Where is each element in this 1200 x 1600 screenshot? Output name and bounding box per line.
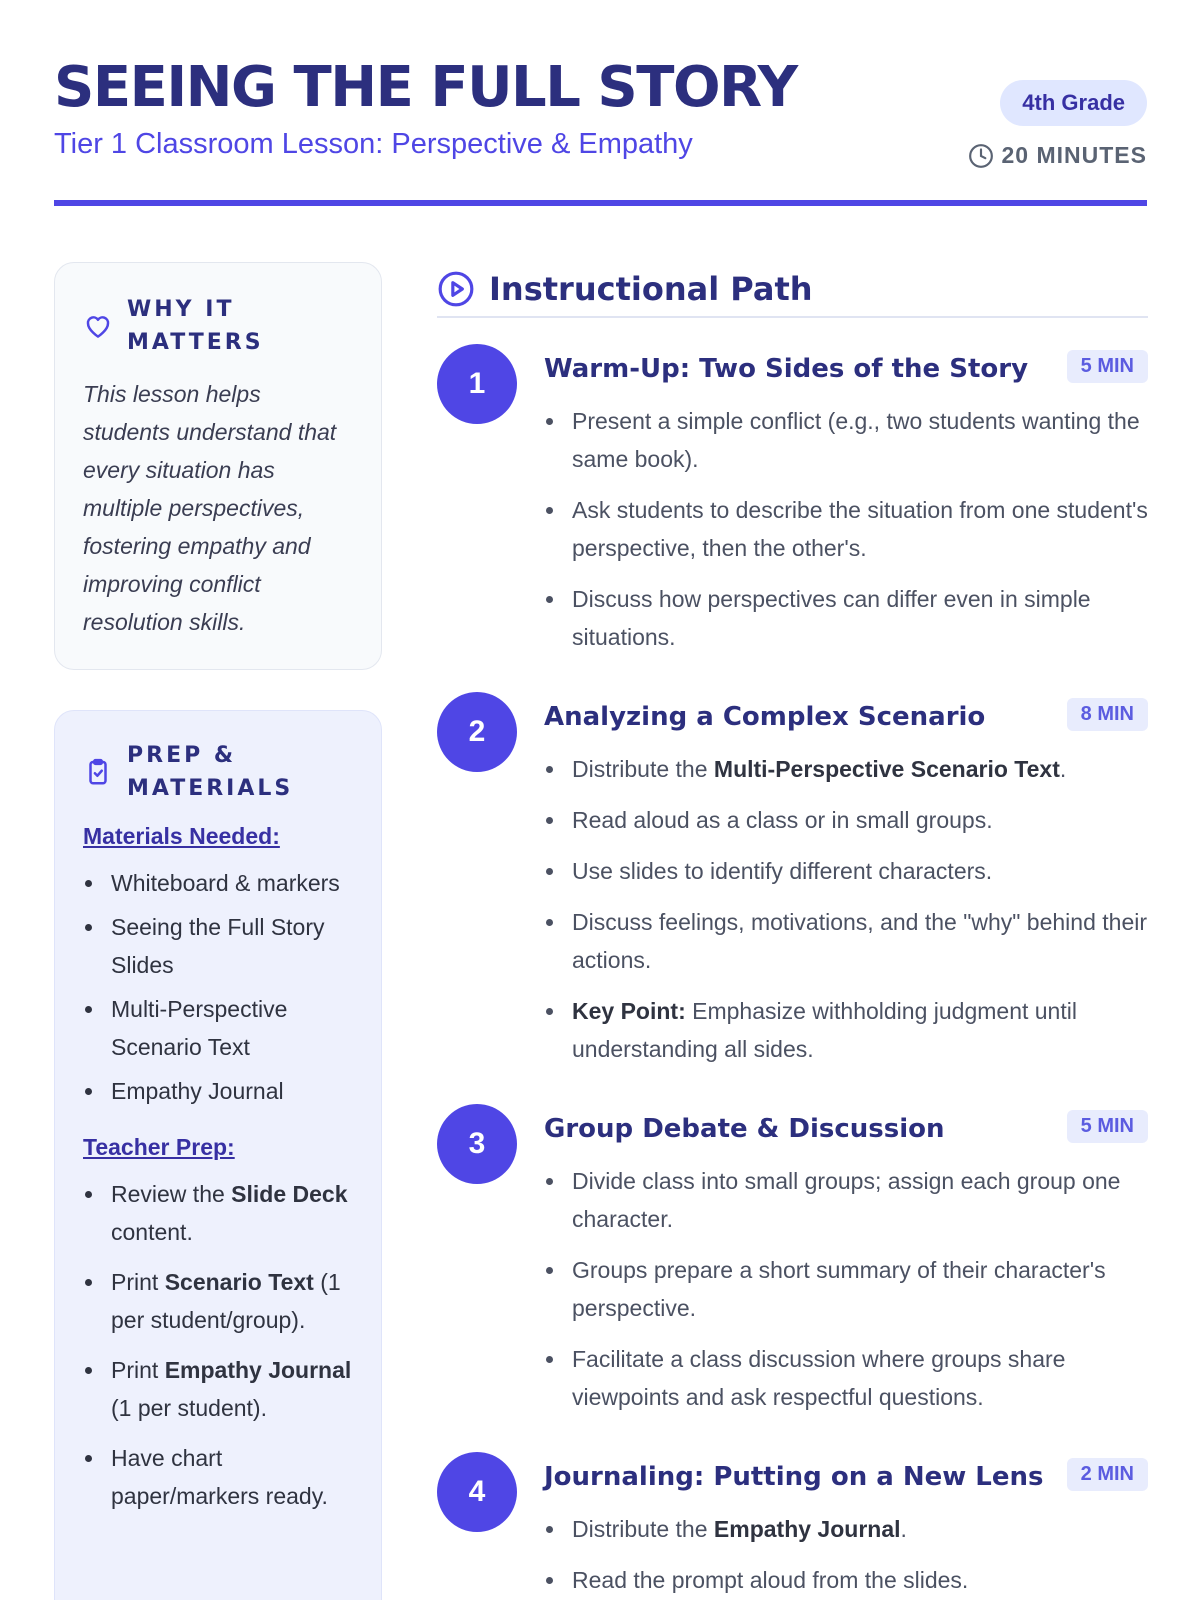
step-number: 2	[437, 692, 517, 772]
step-title: Journaling: Putting on a New Lens	[544, 1462, 1044, 1492]
step-number: 4	[437, 1452, 517, 1532]
teacher-prep-list	[83, 1175, 353, 1515]
step-number: 1	[437, 344, 517, 424]
materials-list	[83, 864, 353, 1110]
clock-icon	[968, 143, 994, 169]
step-list	[544, 1510, 1148, 1600]
duration-text: 20 MINUTES	[1001, 142, 1147, 168]
step-title: Warm-Up: Two Sides of the Story	[544, 354, 1029, 384]
item-text: .	[1059, 756, 1067, 782]
step-title: Group Debate & Discussion	[544, 1114, 945, 1144]
list-item: Whiteboard & markers	[83, 864, 353, 902]
item-emphasis: Empathy Journal	[164, 1357, 352, 1383]
heart-icon	[83, 311, 113, 341]
why-it-matters-card	[54, 262, 382, 670]
item-text: Discuss feelings, motivations, and the "why" behind their actions.	[572, 909, 1148, 973]
item-text: Distribute the	[572, 1516, 714, 1542]
grade-badge: 4th Grade	[1000, 80, 1147, 126]
list-item	[83, 1175, 353, 1251]
header-divider	[54, 200, 1147, 206]
step-duration-badge: 8 MIN	[1067, 698, 1148, 731]
why-card-title: WHY IT MATTERS	[127, 297, 264, 355]
item-emphasis: Scenario Text	[164, 1269, 314, 1295]
list-item	[544, 750, 1148, 788]
step-duration-badge: 2 MIN	[1067, 1458, 1148, 1491]
list-item: Multi-Perspective Scenario Text	[83, 990, 353, 1066]
item-text: Print	[111, 1357, 165, 1383]
item-emphasis: Key Point:	[572, 998, 686, 1024]
item-emphasis: Slide Deck	[231, 1181, 348, 1207]
item-text: Distribute the	[572, 756, 714, 782]
lesson-header	[54, 55, 1147, 168]
step-duration-badge: 5 MIN	[1067, 350, 1148, 383]
item-text: Read aloud as a class or in small groups.	[572, 807, 993, 833]
list-item	[544, 992, 1148, 1068]
prep-card-title: PREP & MATERIALS	[127, 743, 294, 801]
item-emphasis: Empathy Journal	[713, 1516, 901, 1542]
item-text: .	[900, 1516, 907, 1542]
list-item	[83, 1439, 353, 1515]
prep-card-header	[83, 739, 353, 805]
item-text: Present a simple conflict (e.g., two students wanting the same book).	[572, 408, 1140, 472]
clipboard-check-icon	[83, 757, 113, 787]
item-text: Divide class into small groups; assign each group one character.	[572, 1168, 1121, 1232]
list-item	[83, 1263, 353, 1339]
list-item	[544, 903, 1148, 979]
item-text: Ask students to describe the situation from one student's perspective, then the other's.	[572, 497, 1148, 561]
item-text: content.	[111, 1219, 193, 1245]
list-item: Seeing the Full Story Slides	[83, 908, 353, 984]
prep-materials-card	[54, 710, 382, 1600]
step-number: 3	[437, 1104, 517, 1184]
item-text: Use slides to identify different characters.	[572, 858, 993, 884]
step-list	[544, 1162, 1148, 1429]
duration-label	[968, 142, 1147, 169]
list-item	[544, 1162, 1148, 1238]
step-list	[544, 750, 1148, 1081]
instructional-path-header	[437, 262, 1148, 318]
list-item	[544, 1340, 1148, 1416]
item-text: Emphasize withholding judgment until understanding all sides.	[572, 998, 1077, 1062]
list-item	[544, 801, 1148, 839]
list-item: Empathy Journal	[83, 1072, 353, 1110]
instructional-path-title: Instructional Path	[489, 270, 813, 308]
list-item	[544, 402, 1148, 478]
page-title: SEEING THE FULL STORY	[54, 55, 797, 120]
list-item	[544, 580, 1148, 656]
step-title: Analyzing a Complex Scenario	[544, 702, 986, 732]
item-text: (1 per student).	[111, 1395, 267, 1421]
item-text: Read the prompt aloud from the slides.	[572, 1567, 969, 1593]
item-text: Review the	[111, 1181, 232, 1207]
materials-heading: Materials Needed:	[83, 823, 280, 849]
list-item	[544, 1510, 1148, 1548]
item-text: Have chart paper/markers ready.	[111, 1445, 328, 1509]
why-card-text: This lesson helps students understand that every situation has multiple perspectives, fostering empathy and improving conflict resolution skills.	[83, 381, 337, 635]
item-text: Groups prepare a short summary of their character's perspective.	[572, 1257, 1106, 1321]
list-item	[544, 852, 1148, 890]
list-item	[544, 1251, 1148, 1327]
step-duration-badge: 5 MIN	[1067, 1110, 1148, 1143]
list-item	[544, 491, 1148, 567]
list-item	[83, 1351, 353, 1427]
play-circle-icon	[437, 270, 475, 308]
page-subtitle: Tier 1 Classroom Lesson: Perspective & Empathy	[54, 128, 693, 160]
item-text: Facilitate a class discussion where groups share viewpoints and ask respectful questions.	[572, 1346, 1066, 1410]
item-text: Discuss how perspectives can differ even in simple situations.	[572, 586, 1091, 650]
item-text: (1 per student/group).	[111, 1269, 341, 1333]
teacher-prep-heading: Teacher Prep:	[83, 1134, 235, 1160]
list-item	[544, 1561, 1148, 1599]
step-list	[544, 402, 1148, 669]
item-text: Print	[111, 1269, 165, 1295]
item-emphasis: Multi-Perspective Scenario Text	[713, 756, 1060, 782]
why-card-header	[83, 293, 353, 359]
